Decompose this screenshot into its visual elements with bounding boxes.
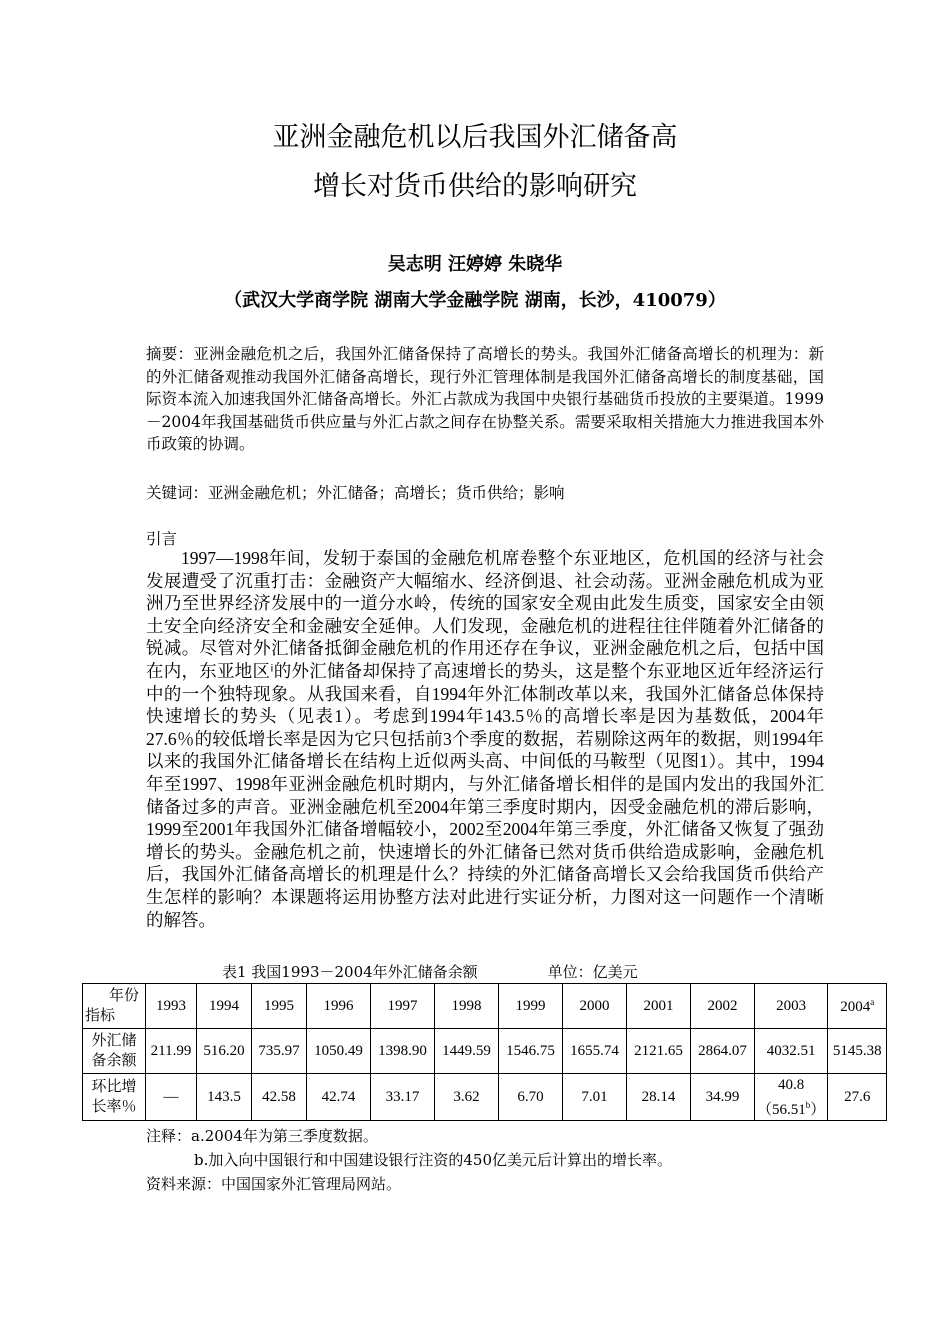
- table-caption: [222, 961, 638, 982]
- reserve-value-cell: 1655.74: [563, 1029, 627, 1074]
- note-a: 注释：a.2004年为第三季度数据。: [146, 1127, 378, 1145]
- reserve-value-cell: 1449.59: [435, 1029, 499, 1074]
- year-cell: 1997: [371, 984, 435, 1029]
- reserve-value-cell: 4032.51: [755, 1029, 828, 1074]
- reserve-value-cell: 211.99: [146, 1029, 197, 1074]
- year-cell-2004: 2004$^a$: [828, 984, 887, 1029]
- row-label-reserves: 外汇储 备余额: [83, 1029, 146, 1074]
- affiliation: （武汉大学商学院 湖南大学金融学院 湖南，长沙，410079）: [224, 290, 726, 311]
- abstract: 摘要：亚洲金融危机之后，我国外汇储备保持了高增长的势头。我国外汇储备高增长的机理为：新的外汇储备观推动我国外汇储备高增长，现行外汇管理体制是我国外汇储备高增长的制度基础，国际资本流入加速我国外汇储备高增长。外汇占款成为我国中央银行基础货币投放的主要渠道。1999－2004年我国基础货币供应量与外汇占款之间存在协整关系。需要采取相关措施大力推进我国本外币政策的协调。: [146, 345, 824, 453]
- reserve-value-cell: 1546.75: [499, 1029, 563, 1074]
- table-unit: 单位：亿美元: [547, 963, 638, 981]
- row-label-growth: 环比增 长率％: [83, 1074, 146, 1121]
- reserve-value-cell: 516.20: [197, 1029, 252, 1074]
- keywords: 关键词：亚洲金融危机；外汇储备；高增长；货币供给；影响: [146, 484, 565, 502]
- reserve-value-cell: 1050.49: [307, 1029, 371, 1074]
- year-cell: 1999: [499, 984, 563, 1029]
- reserve-value-cell: 2121.65: [627, 1029, 691, 1074]
- corner-top: 年份: [108, 988, 139, 1004]
- growth-value-cell-2003: 40.8 （56.51$^b$）: [755, 1074, 828, 1121]
- reserve-value-cell: 2864.07: [691, 1029, 755, 1074]
- year-cell: 1993: [146, 984, 197, 1029]
- year-cell: 1995: [252, 984, 307, 1029]
- growth-value-cell: —: [146, 1074, 197, 1121]
- table-notes: [146, 1124, 672, 1196]
- growth-value-cell: 6.70: [499, 1074, 563, 1121]
- paper-title-line-2: 增长对货币供给的影响研究: [313, 171, 637, 202]
- growth-value-cell: 143.5: [197, 1074, 252, 1121]
- reserve-value-cell: 1398.90: [371, 1029, 435, 1074]
- paper-title-line-1: 亚洲金融危机以后我国外汇储备高: [272, 122, 678, 153]
- growth-value-cell: 42.74: [307, 1074, 371, 1121]
- growth-value-cell: 3.62: [435, 1074, 499, 1121]
- data-source: 资料来源：中国国家外汇管理局网站。: [146, 1175, 402, 1193]
- growth-value-cell: 42.58: [252, 1074, 307, 1121]
- year-cell: 2003: [755, 984, 828, 1029]
- year-cell: 1996: [307, 984, 371, 1029]
- growth-value-cell: 7.01: [563, 1074, 627, 1121]
- growth-value-cell: 28.14: [627, 1074, 691, 1121]
- forex-reserve-table: [82, 983, 887, 1121]
- corner-bottom: 指标: [85, 1008, 116, 1024]
- table-row-reserves: [83, 1029, 887, 1074]
- year-cell: 1998: [435, 984, 499, 1029]
- growth-value-cell: 33.17: [371, 1074, 435, 1121]
- table-row-growth: [83, 1074, 887, 1121]
- reserve-value-cell: 735.97: [252, 1029, 307, 1074]
- note-b: b.加入向中国银行和中国建设银行注资的450亿美元后计算出的增长率。: [194, 1151, 673, 1169]
- table-title: 表1 我国1993－2004年外汇储备余额: [222, 963, 478, 981]
- reserve-value-cell: 5145.38: [828, 1029, 887, 1074]
- year-cell: 1994: [197, 984, 252, 1029]
- growth-value-cell: 27.6: [828, 1074, 887, 1121]
- table-corner-cell: [83, 984, 146, 1029]
- year-cell: 2001: [627, 984, 691, 1029]
- year-cell: 2000: [563, 984, 627, 1029]
- authors: 吴志明 汪婷婷 朱晓华: [387, 254, 563, 275]
- year-cell: 2002: [691, 984, 755, 1029]
- table-header-row: [83, 984, 887, 1029]
- growth-value-cell: 34.99: [691, 1074, 755, 1121]
- intro-paragraph: 1997—1998年间，发轫于泰国的金融危机席卷整个东亚地区，危机国的经济与社会发展遭受了沉重打击：金融资产大幅缩水、经济倒退、社会动荡。亚洲金融危机成为亚洲乃至世界经济发展中的一道分水岭，传统的国家安全观由此发生质变，国家安全由领土安全向经济安全和金融安全延伸。人们发现，金融危机的进程往往伴随着外汇储备的锐减。尽管对外汇储备抵御金融危机的作用还存在争议，亚洲金融危机之后，包括中国在内，东亚地区ⁱ的外汇储备却保持了高速增长的势头，这是整个东亚地区近年经济运行中的一个独特现象。从我国来看，自1994年外汇体制改革以来，我国外汇储备总体保持快速增长的势头（见表1）。考虑到1994年143.5％的高增长率是因为基数低，2004年27.6％的较低增长率是因为它只包括前3个季度的数据，若剔除这两年的数据，则1994年以来的我国外汇储备增长在结构上近似两头高、中间低的马鞍型（见图1）。其中，1994年至1997、1998年亚洲金融危机时期内，与外汇储备增长相伴的是国内发出的我国外汇储备过多的声音。亚洲金融危机至2004年第三季度时期内，因受金融危机的滞后影响，1999至2001年我国外汇储备增幅较小，2002至2004年第三季度，外汇储备又恢复了强劲增长的势头。金融危机之前，快速增长的外汇储备已然对货币供给造成影响，金融危机后，我国外汇储备高增长的机理是什么？持续的外汇储备高增长又会给我国货币供给产生怎样的影响？本课题将运用协整方法对此进行实证分析，力图对这一问题作一个清晰的解答。: [146, 548, 824, 930]
- section-heading-intro: 引言: [146, 530, 178, 548]
